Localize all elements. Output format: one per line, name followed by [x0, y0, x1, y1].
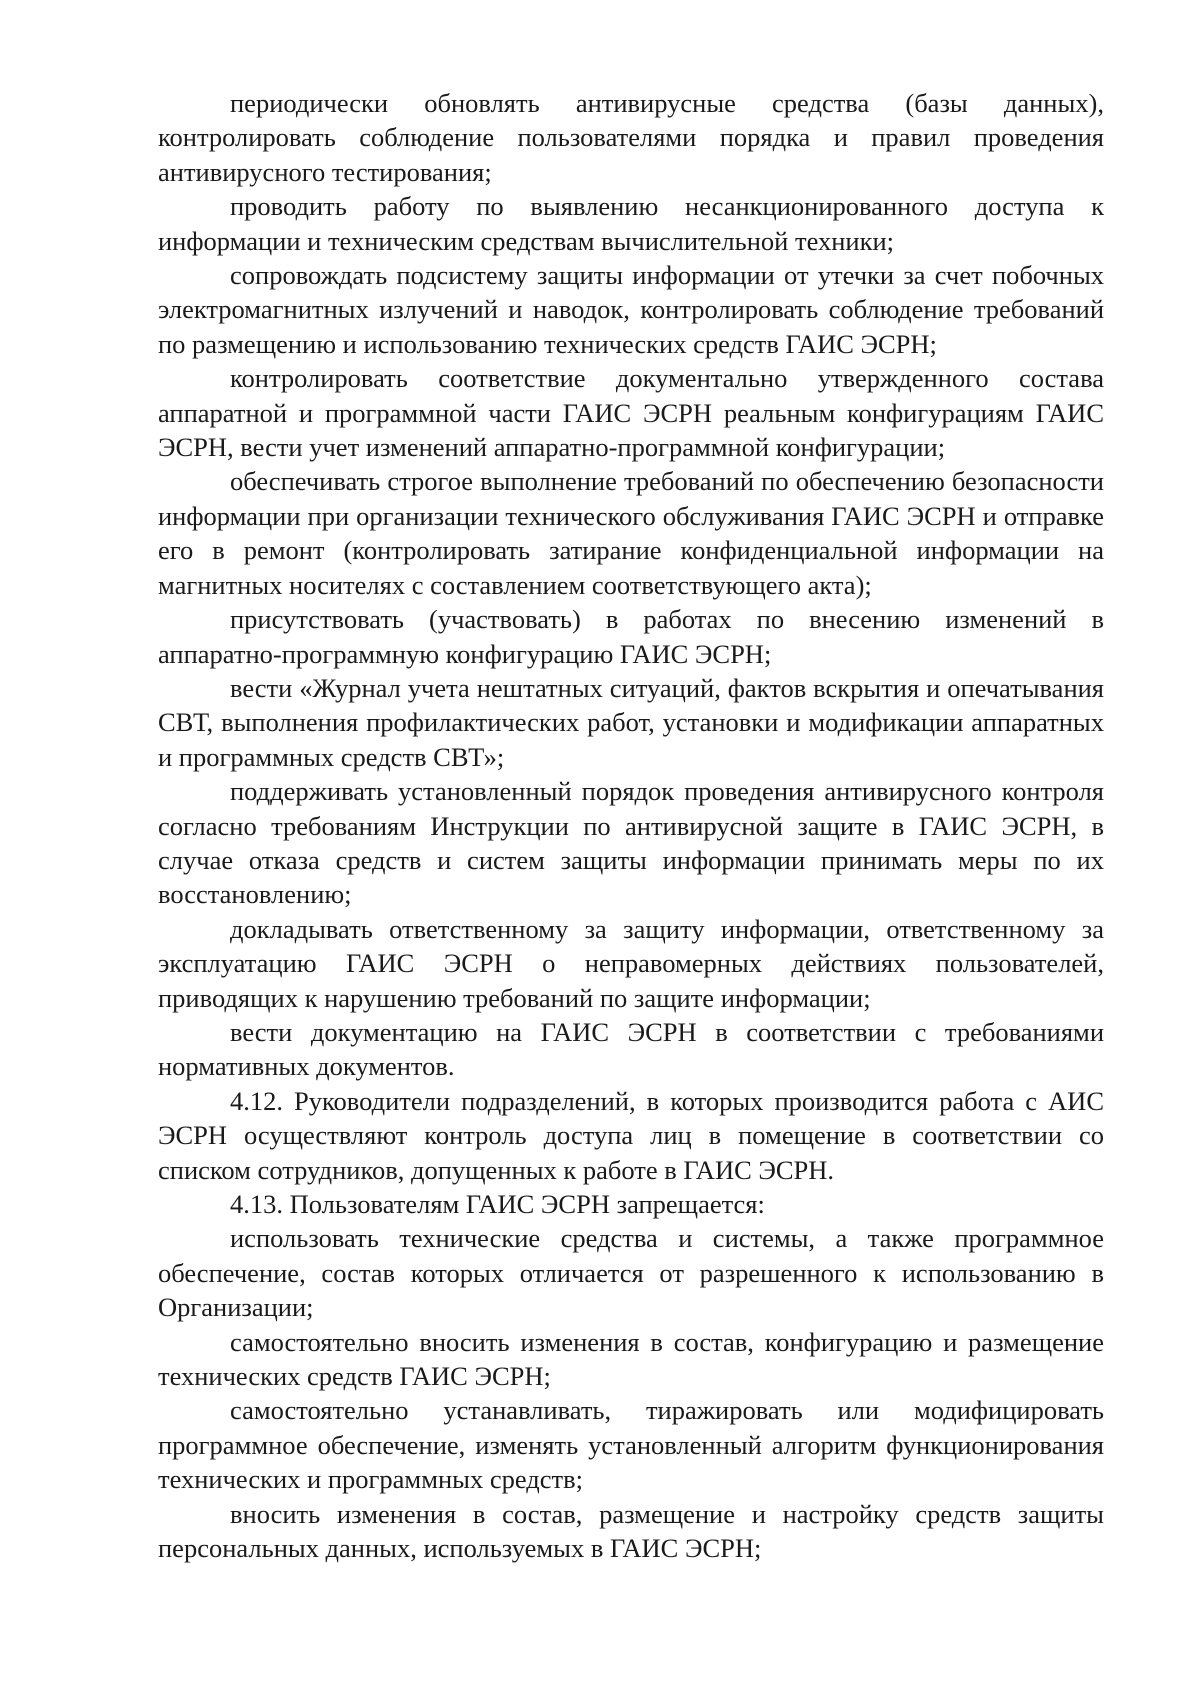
- paragraph-prohibited-software: самостоятельно устанавливать, тиражировать или модифицировать программное обеспечение, изменять установленный алгоритм функционирования технических и программных средств;: [158, 1395, 1104, 1495]
- paragraph-incident-journal: вести «Журнал учета нештатных ситуаций, фактов вскрытия и опечатывания СВТ, выполнения профилактических работ, установки и модификации аппаратных и программных средств СВТ»;: [158, 672, 1104, 772]
- paragraph-section-4-12: 4.12. Руководители подразделений, в которых производится работа с АИС ЭСРН осуществляют контроль доступа лиц в помещение в соответствии со списком сотрудников, допущенных к работе в ГАИС ЭСРН.: [158, 1085, 1104, 1185]
- paragraph-section-4-13: 4.13. Пользователям ГАИС ЭСРН запрещается:: [230, 1189, 765, 1219]
- document-body: [158, 86, 1104, 1565]
- paragraph-prohibited-hardware: использовать технические средства и системы, а также программное обеспечение, состав которых отличается от разрешенного к использованию в Организации;: [158, 1223, 1104, 1323]
- paragraph-prohibited-security-settings: вносить изменения в состав, размещение и настройку средств защиты персональных данных, используемых в ГАИС ЭСРН;: [158, 1498, 1104, 1564]
- paragraph-configuration-control: контролировать соответствие документально утвержденного состава аппаратной и программной части ГАИС ЭСРН реальным конфигурациям ГАИС ЭСРН, вести учет изменений аппаратно-программной конфигурации;: [158, 363, 1104, 463]
- paragraph-antivirus-control: поддерживать установленный порядок проведения антивирусного контроля согласно требованиям Инструкции по антивирусной защите в ГАИС ЭСРН, в случае отказа средств и систем защиты информации принимать меры по их восстановлению;: [158, 776, 1104, 910]
- paragraph-configuration-changes: присутствовать (участвовать) в работах по внесению изменений в аппаратно-программную конфигурацию ГАИС ЭСРН;: [158, 604, 1104, 669]
- paragraph-reporting: докладывать ответственному за защиту информации, ответственному за эксплуатацию ГАИС ЭСРН о неправомерных действиях пользователей, приводящих к нарушению требований по защите информации;: [158, 913, 1104, 1013]
- paragraph-documentation: вести документацию на ГАИС ЭСРН в соответствии с требованиями нормативных документов.: [158, 1016, 1104, 1082]
- paragraph-prohibited-changes: самостоятельно вносить изменения в состав, конфигурацию и размещение технических средств ГАИС ЭСРН;: [158, 1326, 1104, 1392]
- paragraph-unauthorized-access: проводить работу по выявлению несанкционированного доступа к информации и техническим средствам вычислительной техники;: [158, 191, 1104, 256]
- paragraph-pemin-protection: сопровождать подсистему защиты информации от утечки за счет побочных электромагнитных излучений и наводок, контролировать соблюдение требований по размещению и использованию технических средств ГАИС ЭСРН;: [158, 260, 1104, 359]
- paragraph-antivirus-update: периодически обновлять антивирусные средства (базы данных), контролировать соблюдение пользователями порядка и правил проведения антивирусного тестирования;: [158, 88, 1104, 187]
- paragraph-maintenance-security: обеспечивать строгое выполнение требований по обеспечению безопасности информации при организации технического обслуживания ГАИС ЭСРН и отправке его в ремонт (контролировать затирание конфиденциальной информации на магнитных носителях с составлением соответствующего акта);: [158, 466, 1104, 600]
